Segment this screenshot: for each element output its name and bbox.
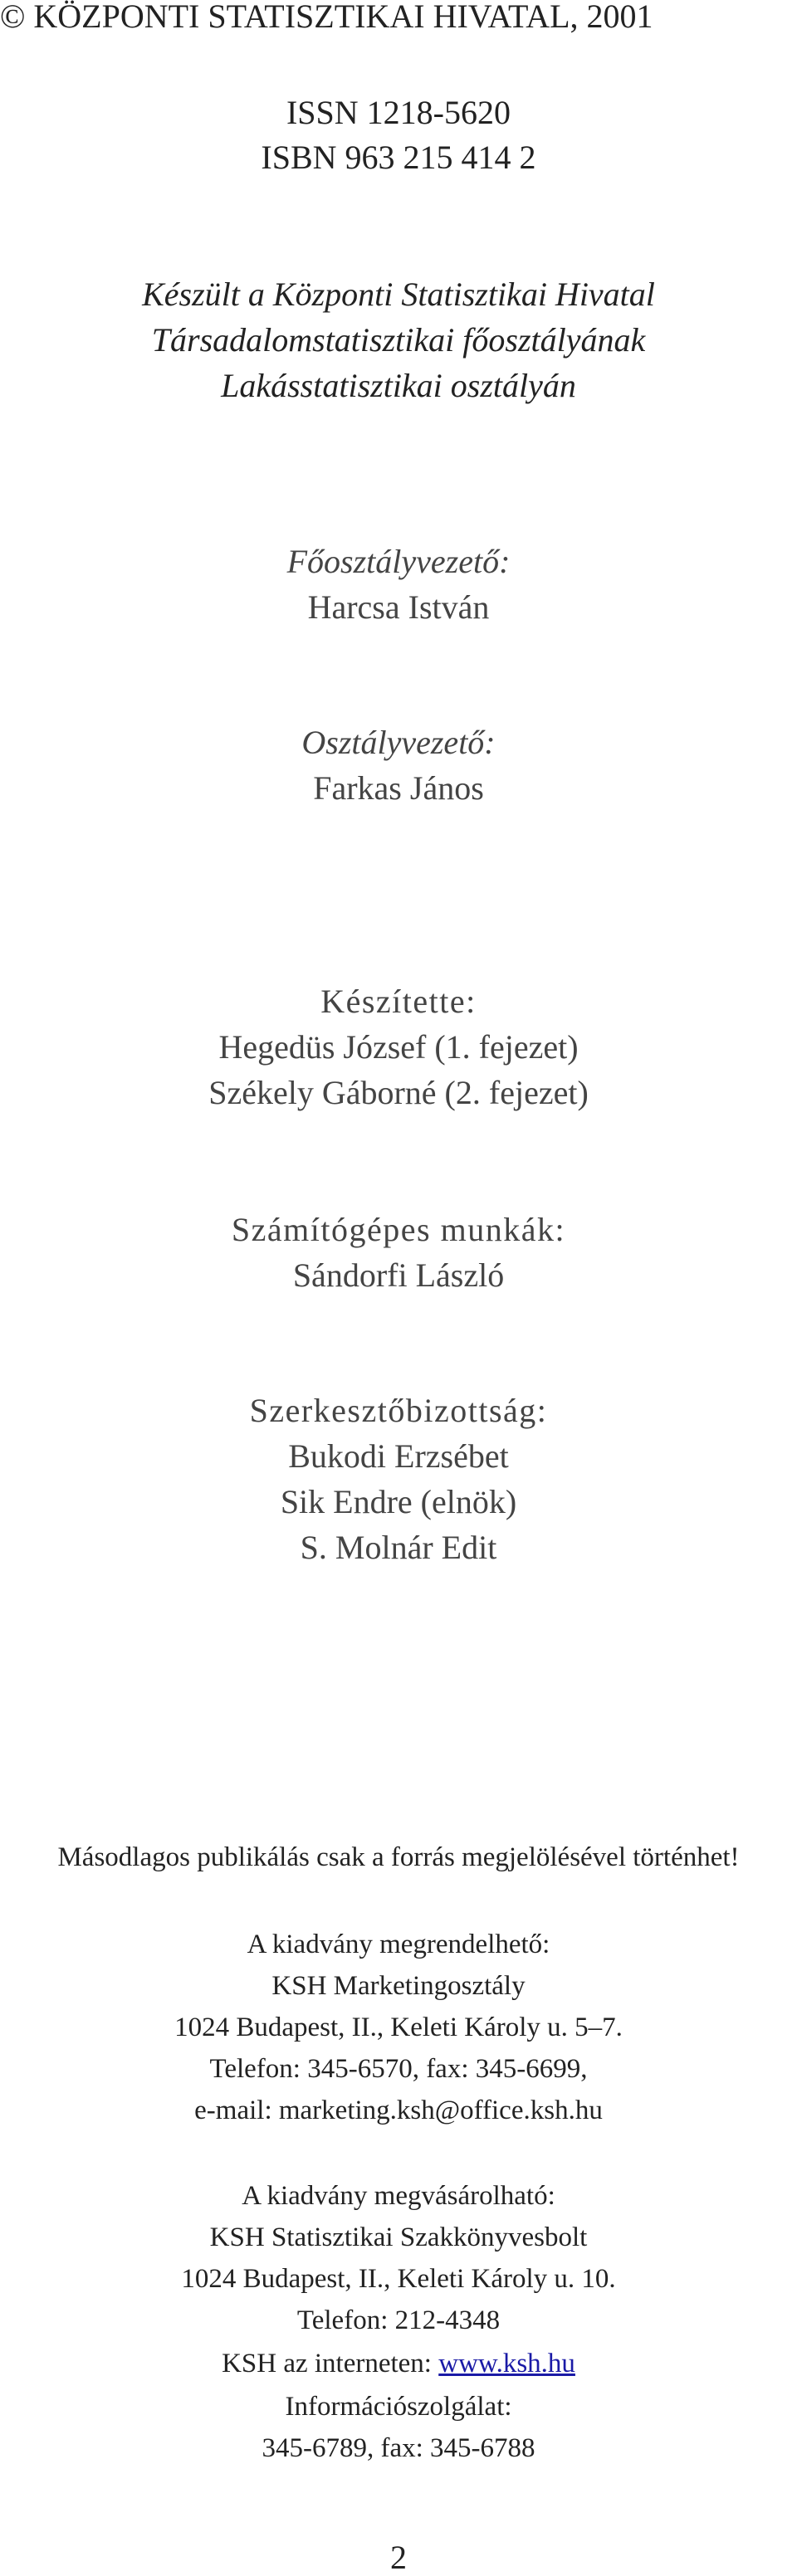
- internet-line: [0, 2350, 797, 2378]
- computing-name: Sándorfi László: [292, 1256, 505, 1294]
- department-head-name: Harcsa István: [307, 588, 490, 626]
- computing-title: Számítógépes munkák:: [231, 1211, 566, 1248]
- author-2: Székely Gáborné (2. fejezet): [208, 1074, 589, 1111]
- ksh-website-link[interactable]: www.ksh.hu: [438, 2349, 575, 2378]
- reproduction-notice: Másodlagos publikálás csak a forrás megjelölésével történhet!: [57, 1842, 740, 1872]
- copyright-symbol: ©: [0, 0, 26, 35]
- copyright-line: [0, 0, 797, 33]
- section-head-title: Osztályvezető:: [301, 724, 496, 761]
- editorial-member-1: Bukodi Erzsébet: [288, 1437, 509, 1475]
- order-info-line-3: 1024 Budapest, II., Keleti Károly u. 5–7.: [174, 2013, 623, 2042]
- purchase-info-line-3: 1024 Budapest, II., Keleti Károly u. 10.: [181, 2264, 616, 2294]
- authors-title: Készítette:: [320, 983, 477, 1020]
- prepared-by-line-3: Lakásstatisztikai osztályán: [221, 367, 576, 404]
- purchase-info-line-2: KSH Statisztikai Szakkönyvesbolt: [209, 2222, 588, 2252]
- issn: ISSN 1218-5620: [286, 94, 511, 131]
- order-info-line-2: KSH Marketingosztály: [271, 1971, 526, 2001]
- prepared-by-line-2: Társadalomstatisztikai főosztályának: [151, 321, 646, 359]
- section-head-name: Farkas János: [313, 769, 484, 807]
- internet-label: KSH az interneten:: [222, 2349, 439, 2378]
- purchase-info-line-1: A kiadvány megvásárolható:: [242, 2181, 555, 2211]
- author-1: Hegedüs József (1. fejezet): [218, 1028, 579, 1066]
- order-info-line-1: A kiadvány megrendelhető:: [247, 1930, 550, 1959]
- editorial-member-3: S. Molnár Edit: [300, 1529, 497, 1566]
- copyright-text: KÖZPONTI STATISZTIKAI HIVATAL, 2001: [33, 0, 653, 35]
- page-number: 2: [390, 2539, 407, 2576]
- editorial-member-2: Sik Endre (elnök): [280, 1483, 517, 1520]
- editorial-board-title: Szerkesztőbizottság:: [249, 1392, 548, 1429]
- department-head-title: Főosztályvezető:: [286, 543, 511, 580]
- info-service-phones: 345-6789, fax: 345-6788: [262, 2433, 535, 2463]
- info-service-label: Információszolgálat:: [285, 2392, 512, 2422]
- order-info-email: e-mail: marketing.ksh@office.ksh.hu: [194, 2095, 603, 2125]
- isbn: ISBN 963 215 414 2: [261, 139, 536, 176]
- prepared-by-line-1: Készült a Központi Statisztikai Hivatal: [142, 276, 655, 313]
- purchase-info-line-4: Telefon: 212-4348: [296, 2305, 501, 2335]
- order-info-line-4: Telefon: 345-6570, fax: 345-6699,: [209, 2054, 588, 2084]
